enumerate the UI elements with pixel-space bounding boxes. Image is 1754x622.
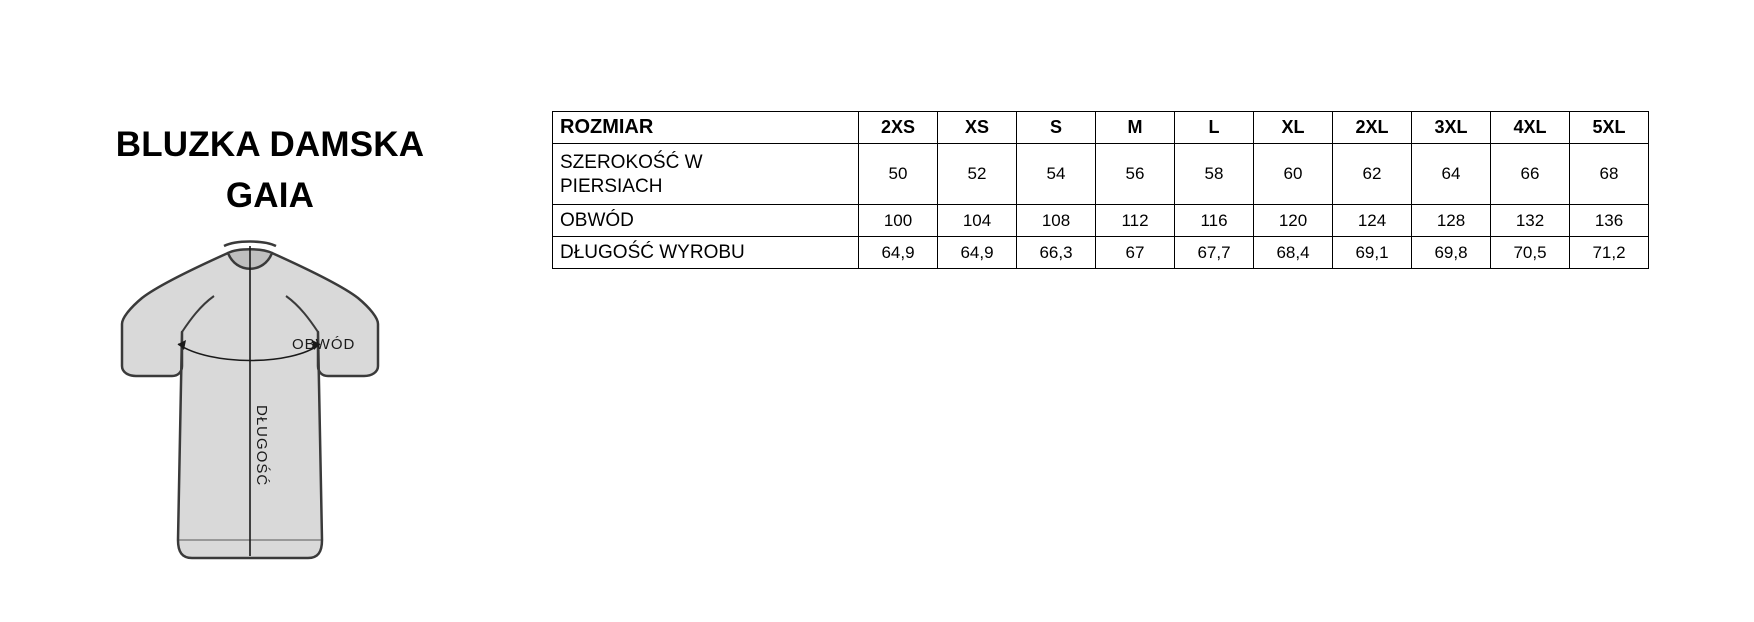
length-measure-label: DŁUGOŚĆ (253, 405, 270, 487)
cell-chest-width-4xl: 66 (1491, 144, 1570, 205)
table-header-5xl: 5XL (1570, 112, 1649, 144)
cell-product-length-2xl: 69,1 (1333, 237, 1412, 269)
cell-circumference-xs: 104 (938, 205, 1017, 237)
table-header-2xl: 2XL (1333, 112, 1412, 144)
cell-circumference-4xl: 132 (1491, 205, 1570, 237)
cell-product-length-5xl: 71,2 (1570, 237, 1649, 269)
product-panel (0, 0, 540, 622)
cell-circumference-s: 108 (1017, 205, 1096, 237)
table-row (553, 144, 1649, 205)
cell-chest-width-2xl: 62 (1333, 144, 1412, 205)
table-header-row-label: ROZMIAR (553, 112, 859, 144)
row-label-circumference: OBWÓD (553, 205, 859, 237)
cell-product-length-xl: 68,4 (1254, 237, 1333, 269)
cell-chest-width-m: 56 (1096, 144, 1175, 205)
cell-chest-width-2xs: 50 (859, 144, 938, 205)
cell-circumference-3xl: 128 (1412, 205, 1491, 237)
cell-product-length-4xl: 70,5 (1491, 237, 1570, 269)
tshirt-diagram (120, 240, 430, 590)
cell-circumference-l: 116 (1175, 205, 1254, 237)
cell-chest-width-5xl: 68 (1570, 144, 1649, 205)
cell-product-length-l: 67,7 (1175, 237, 1254, 269)
cell-circumference-xl: 120 (1254, 205, 1333, 237)
table-header-m: M (1096, 112, 1175, 144)
cell-product-length-3xl: 69,8 (1412, 237, 1491, 269)
cell-product-length-xs: 64,9 (938, 237, 1017, 269)
table-header-2xs: 2XS (859, 112, 938, 144)
table-header-4xl: 4XL (1491, 112, 1570, 144)
chest-measure-label: OBWÓD (292, 336, 356, 353)
cell-circumference-m: 112 (1096, 205, 1175, 237)
product-title-line2: GAIA (225, 175, 315, 215)
table-header-3xl: 3XL (1412, 112, 1491, 144)
size-table (552, 111, 1649, 269)
table-row (553, 205, 1649, 237)
cell-chest-width-s: 54 (1017, 144, 1096, 205)
cell-chest-width-l: 58 (1175, 144, 1254, 205)
cell-product-length-s: 66,3 (1017, 237, 1096, 269)
table-header-l: L (1175, 112, 1254, 144)
table-header-s: S (1017, 112, 1096, 144)
page-title (0, 120, 540, 222)
cell-circumference-5xl: 136 (1570, 205, 1649, 237)
cell-chest-width-xl: 60 (1254, 144, 1333, 205)
table-header-xl: XL (1254, 112, 1333, 144)
table-row (553, 237, 1649, 269)
row-label-chest-width-line1: SZEROKOŚĆ W (560, 152, 703, 174)
row-label-product-length: DŁUGOŚĆ WYROBU (553, 237, 859, 269)
table-header-xs: XS (938, 112, 1017, 144)
table-header-row (553, 112, 1649, 144)
cell-chest-width-xs: 52 (938, 144, 1017, 205)
cell-circumference-2xs: 100 (859, 205, 938, 237)
row-label-chest-width-line2: PIERSIACH (560, 176, 663, 197)
cell-chest-width-3xl: 64 (1412, 144, 1491, 205)
row-label-chest-width (553, 144, 859, 205)
product-title-line1: BLUZKA DAMSKA (115, 125, 425, 164)
size-chart (552, 111, 1649, 269)
tshirt-icon (120, 240, 430, 590)
cell-circumference-2xl: 124 (1333, 205, 1412, 237)
cell-product-length-m: 67 (1096, 237, 1175, 269)
cell-product-length-2xs: 64,9 (859, 237, 938, 269)
